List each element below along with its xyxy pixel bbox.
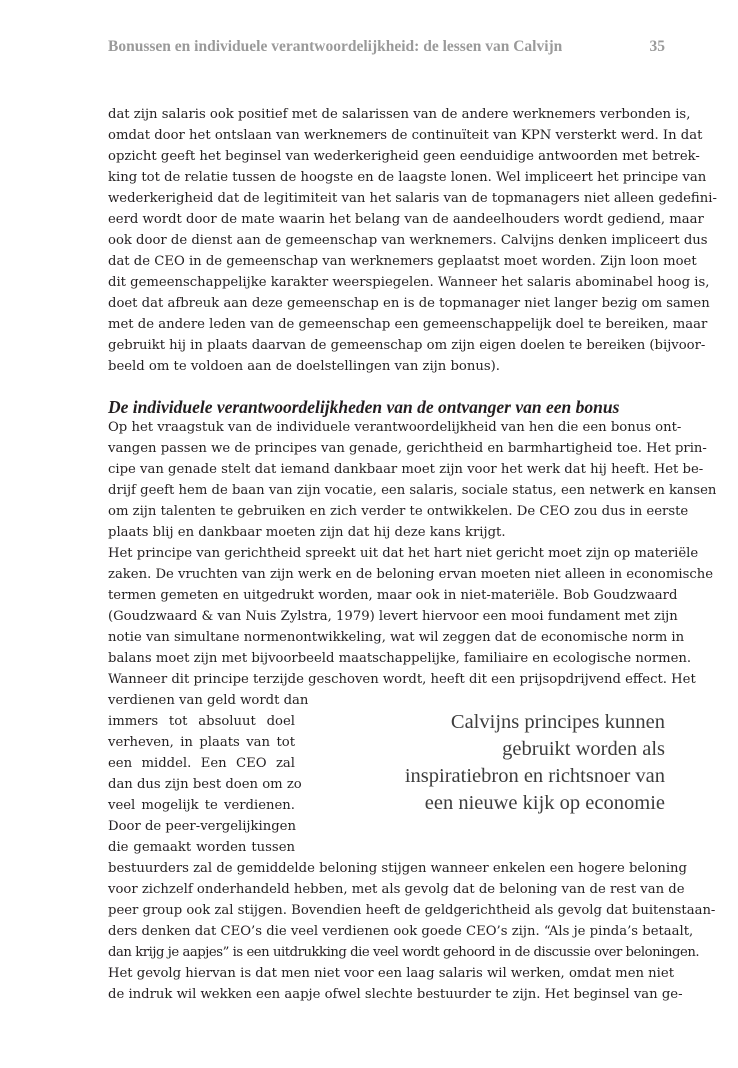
- text-line: vangen passen we de principes van genade, gerichtheid en barmhartigheid toe. Het prin-: [108, 441, 707, 456]
- text-line: beeld om te voldoen aan de doelstellingen van zijn bonus).: [108, 359, 500, 374]
- text-line: omdat door het ontslaan van werknemers de continuïteit van KPN versterkt werd. In dat: [108, 128, 703, 143]
- text-line: met de andere leden van de gemeenschap een gemeenschappelijk doel te bereiken, maar: [108, 317, 708, 332]
- text-line: Het gevolg hiervan is dat men niet voor een laag salaris wil werken, omdat men niet: [108, 966, 674, 981]
- text-line: immers tot absoluut doel: [108, 714, 295, 729]
- running-header: [108, 38, 665, 58]
- text-line: cipe van genade stelt dat iemand dankbaar moet zijn voor het werk dat hij heeft. Het be-: [108, 462, 704, 477]
- text-line: balans moet zijn met bijvoorbeeld maatschappelijke, familiaire en ecologische normen.: [108, 651, 692, 666]
- section-heading: De individuele verantwoordelijkheden van de ontvanger van een bonus: [108, 397, 620, 417]
- text-line: king tot de relatie tussen de hoogste en de laagste lonen. Wel impliceert het principe van: [108, 170, 707, 185]
- text-line: termen gemeten en uitgedrukt worden, maar ook in niet-materiële. Bob Goudzwaard: [108, 588, 678, 603]
- text-line: dat zijn salaris ook positief met de salarissen van de andere werknemers verbonden is,: [108, 107, 691, 122]
- pull-quote-line: inspiratiebron en richtsnoer van: [404, 765, 665, 787]
- text-line: Wanneer dit principe terzijde geschoven wordt, heeft dit een prijsopdrijvend effect. Het: [108, 672, 696, 687]
- pull-quote-line: een nieuwe kijk op economie: [424, 792, 665, 814]
- page-number: 35: [649, 38, 665, 55]
- text-line: peer group ook zal stijgen. Bovendien heeft de geldgerichtheid als gevolg dat buitenstaan-: [108, 903, 716, 918]
- text-line: ders denken dat CEO’s die veel verdienen ook goede CEO’s zijn. “Als je pinda’s betaalt,: [108, 924, 694, 939]
- text-line: dan krijg je aapjes” is een uitdrukking die veel wordt gehoord in de discussie over beloningen.: [108, 945, 700, 960]
- text-line: ook door de dienst aan de gemeenschap van werknemers. Calvijns denken impliceert dus: [108, 233, 708, 248]
- text-line: dat de CEO in de gemeenschap van werknemers geplaatst moet worden. Zijn loon moet: [108, 254, 697, 269]
- text-line: doet dat afbreuk aan deze gemeenschap en is de topmanager niet langer bezig om samen: [108, 296, 710, 311]
- running-title: Bonussen en individuele verantwoordelijkheid: de lessen van Calvijn: [108, 38, 563, 55]
- text-line: om zijn talenten te gebruiken en zich verder te ontwikkelen. De CEO zou dus in eerste: [108, 504, 689, 519]
- text-line: een middel. Een CEO zal: [108, 756, 295, 771]
- pull-quote-line: Calvijns principes kunnen: [450, 711, 665, 733]
- text-line: verheven, in plaats van tot: [108, 735, 295, 750]
- text-line: dan dus zijn best doen om zo: [108, 777, 302, 792]
- text-line: drijf geeft hem de baan van zijn vocatie, een salaris, sociale status, een netwerk en kansen: [108, 483, 717, 498]
- text-line: Op het vraagstuk van de individuele verantwoordelijkheid van hen die een bonus ont-: [108, 420, 682, 435]
- text-line: de indruk wil wekken een aapje ofwel slechte bestuurder te zijn. Het beginsel van ge-: [108, 987, 683, 1002]
- text-line: wederkerigheid dat de legitimiteit van het salaris van de topmanagers niet alleen gedefini-: [108, 191, 717, 206]
- text-line: opzicht geeft het beginsel van wederkerigheid geen eenduidige antwoorden met betrek-: [108, 149, 700, 164]
- text-line: gebruikt hij in plaats daarvan de gemeenschap om zijn eigen doelen te bereiken (bijvoor-: [108, 338, 706, 353]
- text-line: bestuurders zal de gemiddelde beloning stijgen wanneer enkelen een hogere beloning: [108, 861, 687, 876]
- text-line: die gemaakt worden tussen: [108, 840, 295, 855]
- text-line: zaken. De vruchten van zijn werk en de beloning ervan moeten niet alleen in economische: [108, 567, 714, 582]
- pull-quote-line: gebruikt worden als: [502, 738, 665, 760]
- text-line: dit gemeenschappelijke karakter weerspiegelen. Wanneer het salaris abominabel hoog is,: [108, 275, 710, 290]
- text-line: notie van simultane normenontwikkeling, wat wil zeggen dat de economische norm in: [108, 630, 685, 645]
- text-line: plaats blij en dankbaar moeten zijn dat hij deze kans krijgt.: [108, 525, 506, 540]
- text-line: Door de peer-vergelijkingen: [108, 819, 296, 834]
- text-line: eerd wordt door de mate waarin het belang van de aandeelhouders wordt gediend, maar: [108, 212, 704, 227]
- text-line: verdienen van geld wordt dan: [108, 693, 309, 708]
- text-line: veel mogelijk te verdienen.: [108, 798, 295, 813]
- text-line: Het principe van gerichtheid spreekt uit dat het hart niet gericht moet zijn op materiële: [108, 546, 699, 561]
- text-line: voor zichzelf onderhandeld hebben, met als gevolg dat de beloning van de rest van de: [108, 882, 685, 897]
- text-line: (Goudzwaard & van Nuis Zylstra, 1979) levert hiervoor een mooi fundament met zijn: [108, 609, 678, 624]
